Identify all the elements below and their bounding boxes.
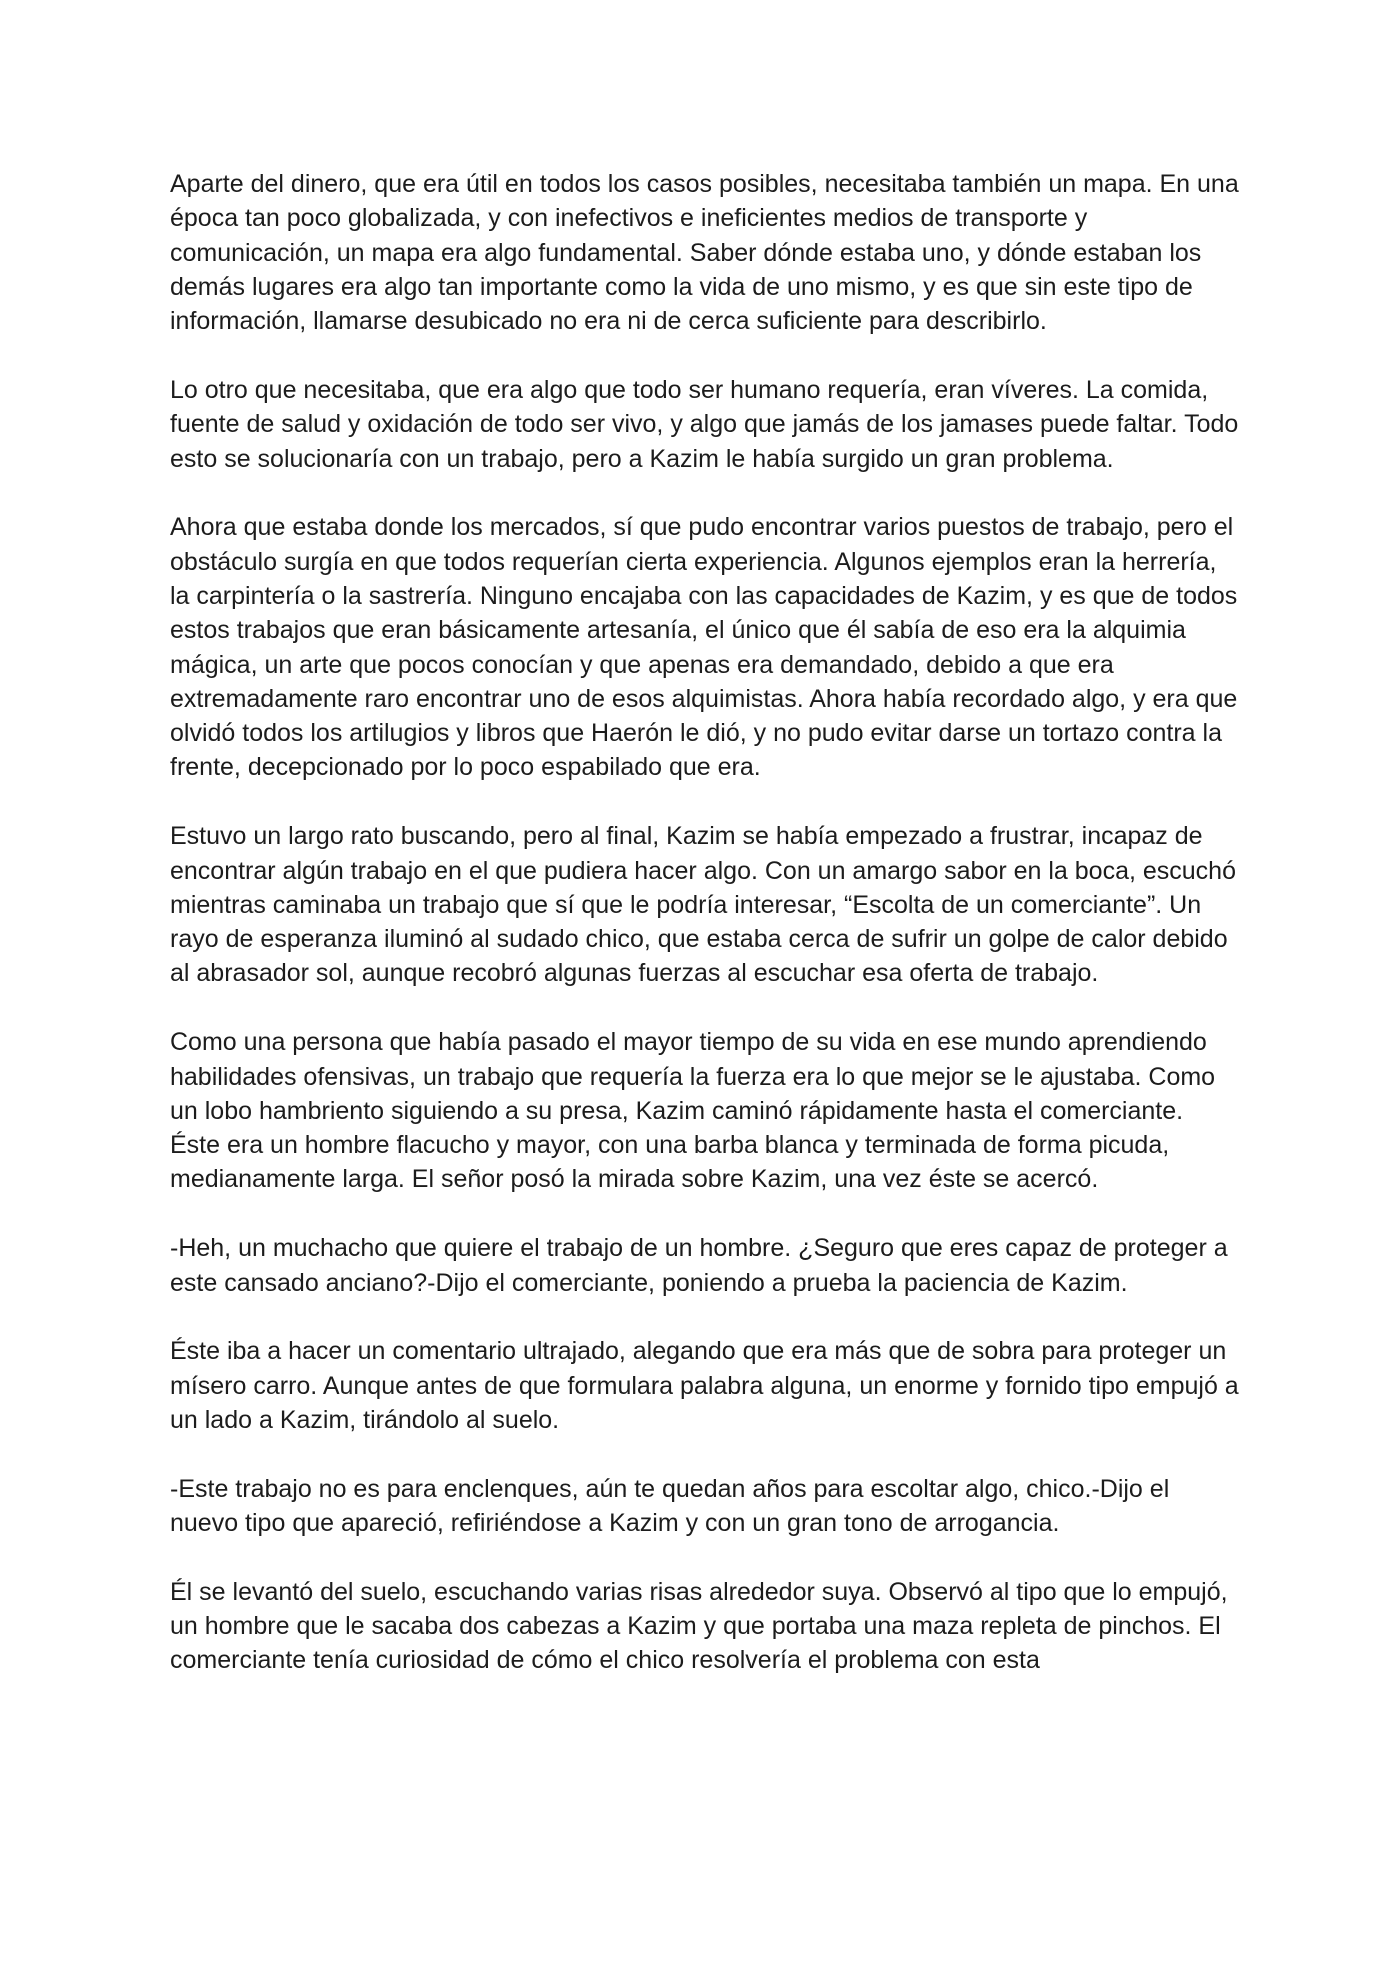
- paragraph-3: Ahora que estaba donde los mercados, sí que pudo encontrar varios puestos de trabajo, pero el obstáculo surgía en que todos requerían cierta experiencia. Algunos ejemplos eran la herrería, la carpintería o la sastrería. Ninguno encajaba con las capacidades de Kazim, y es que de todos estos trabajos que eran básicamente artesanía, el único que él sabía de eso era la alquimia mágica, un arte que pocos conocían y que apenas era demandado, debido a que era extremadamente raro encontrar uno de esos alquimistas. Ahora había recordado algo, y era que olvidó todos los artilugios y libros que Haerón le dió, y no pudo evitar darse un tortazo contra la frente, decepcionado por lo poco espabilado que era.: [170, 513, 1238, 782]
- paragraph-4: Estuvo un largo rato buscando, pero al final, Kazim se había empezado a frustrar, incapaz de encontrar algún trabajo en el que pudiera hacer algo. Con un amargo sabor en la boca, escuchó mientras caminaba un trabajo que sí que le podría interesar, “Escolta de un comerciante”. Un rayo de esperanza iluminó al sudado chico, que estaba cerca de sufrir un golpe de calor debido al abrasador sol, aunque recobró algunas fuerzas al escuchar esa oferta de trabajo.: [170, 822, 1236, 988]
- paragraph-9: Él se levantó del suelo, escuchando varias risas alrededor suya. Observó al tipo que lo empujó, un hombre que le sacaba dos cabezas a Kazim y que portaba una maza repleta de pinchos. El comerciante tenía curiosidad de cómo el chico resolvería el problema con esta: [170, 1577, 1228, 1675]
- paragraph-6: -Heh, un muchacho que quiere el trabajo de un hombre. ¿Seguro que eres capaz de proteger a este cansado anciano?-Dijo el comerciante, poniendo a prueba la paciencia de Kazim.: [170, 1234, 1228, 1297]
- document-body: [170, 167, 1240, 1678]
- paragraph-5: Como una persona que había pasado el mayor tiempo de su vida en ese mundo aprendiendo habilidades ofensivas, un trabajo que requería la fuerza era lo que mejor se le ajustaba. Como un lobo hambriento siguiendo a su presa, Kazim caminó rápidamente hasta el comerciante. Éste era un hombre flacucho y mayor, con una barba blanca y terminada de forma picuda, medianamente larga. El señor posó la mirada sobre Kazim, una vez éste se acercó.: [170, 1028, 1216, 1194]
- paragraph-8: -Este trabajo no es para enclenques, aún te quedan años para escoltar algo, chico.-Dijo el nuevo tipo que apareció, refiriéndose a Kazim y con un gran tono de arrogancia.: [170, 1474, 1170, 1537]
- paragraph-7: Éste iba a hacer un comentario ultrajado, alegando que era más que de sobra para proteger un mísero carro. Aunque antes de que formulara palabra alguna, un enorme y fornido tipo empujó a un lado a Kazim, tirándolo al suelo.: [170, 1337, 1239, 1434]
- paragraph-1: Aparte del dinero, que era útil en todos los casos posibles, necesitaba también un mapa. En una época tan poco globalizada, y con inefectivos e ineficientes medios de transporte y comunicación, un mapa era algo fundamental. Saber dónde estaba uno, y dónde estaban los demás lugares era algo tan importante como la vida de uno mismo, y es que sin este tipo de información, llamarse desubicado no era ni de cerca suficiente para describirlo.: [170, 170, 1239, 336]
- paragraph-2: Lo otro que necesitaba, que era algo que todo ser humano requería, eran víveres. La comida, fuente de salud y oxidación de todo ser vivo, y algo que jamás de los jamases puede faltar. Todo esto se solucionaría con un trabajo, pero a Kazim le había surgido un gran problema.: [170, 375, 1239, 473]
